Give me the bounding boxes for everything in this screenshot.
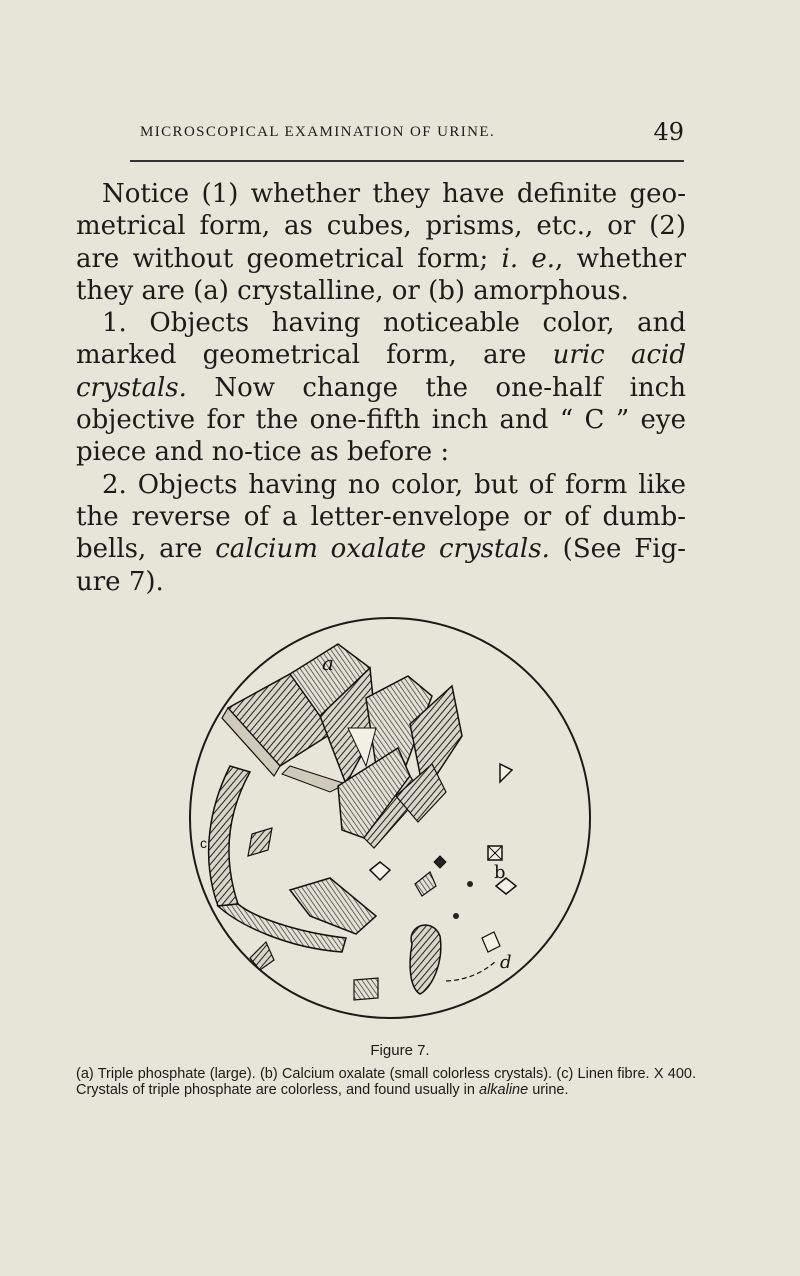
header-rule xyxy=(130,160,684,162)
calcium-oxalate-term: calcium oxalate crystals. xyxy=(215,534,550,565)
figure-7-illustration xyxy=(170,616,610,1024)
p1-ie: i. e. xyxy=(501,243,556,274)
label-c: c xyxy=(200,835,207,851)
p1-text-a: Notice (1) whether they have definite geo-metrical form, as cubes, prisms, etc., or (2) are without geometrical form; xyxy=(76,179,686,274)
p2-text-b: Now change the one-half inch objective for the one-fifth inch and “ C ” eye piece and no-tice as before : xyxy=(76,372,686,468)
p3-text-b: (See Fig-ure 7). xyxy=(76,534,686,597)
label-b: b xyxy=(494,862,506,883)
legend-text-b: urine. xyxy=(528,1082,569,1098)
p2-text-a: 1. Objects having noticeable color, and marked geometrical form, are xyxy=(76,308,686,371)
paragraph-uric-acid xyxy=(76,307,686,468)
figure-legend-text xyxy=(76,1066,696,1098)
running-head-title: MICROSCOPICAL EXAMINATION OF URINE. xyxy=(140,124,496,140)
p1-text-b: , whether they are (a) crystalline, or (b) amorphous. xyxy=(76,243,686,306)
figure-caption-title: Figure 7. xyxy=(370,1042,430,1059)
figure-legend xyxy=(76,1066,696,1098)
label-d: d xyxy=(500,952,512,973)
legend-alkaline: alkaline xyxy=(479,1082,529,1098)
paragraph-notice xyxy=(76,178,686,307)
page-number: 49 xyxy=(653,118,684,146)
label-a: a xyxy=(322,651,334,675)
body-text xyxy=(76,178,686,598)
uric-acid-term: uric acid crystals. xyxy=(76,340,686,403)
running-header xyxy=(140,118,700,148)
paragraph-calcium-oxalate xyxy=(76,469,686,598)
p3-text-a: 2. Objects having no color, but of form like the reverse of a letter-envelope or of dumb-bells, are xyxy=(76,469,686,565)
legend-text-a: (a) Triple phosphate (large). (b) Calcium oxalate (small colorless crystals). (c) Linen fibre. X 400. Crystals of triple phosphate are colorless, and found usually in xyxy=(76,1066,696,1098)
